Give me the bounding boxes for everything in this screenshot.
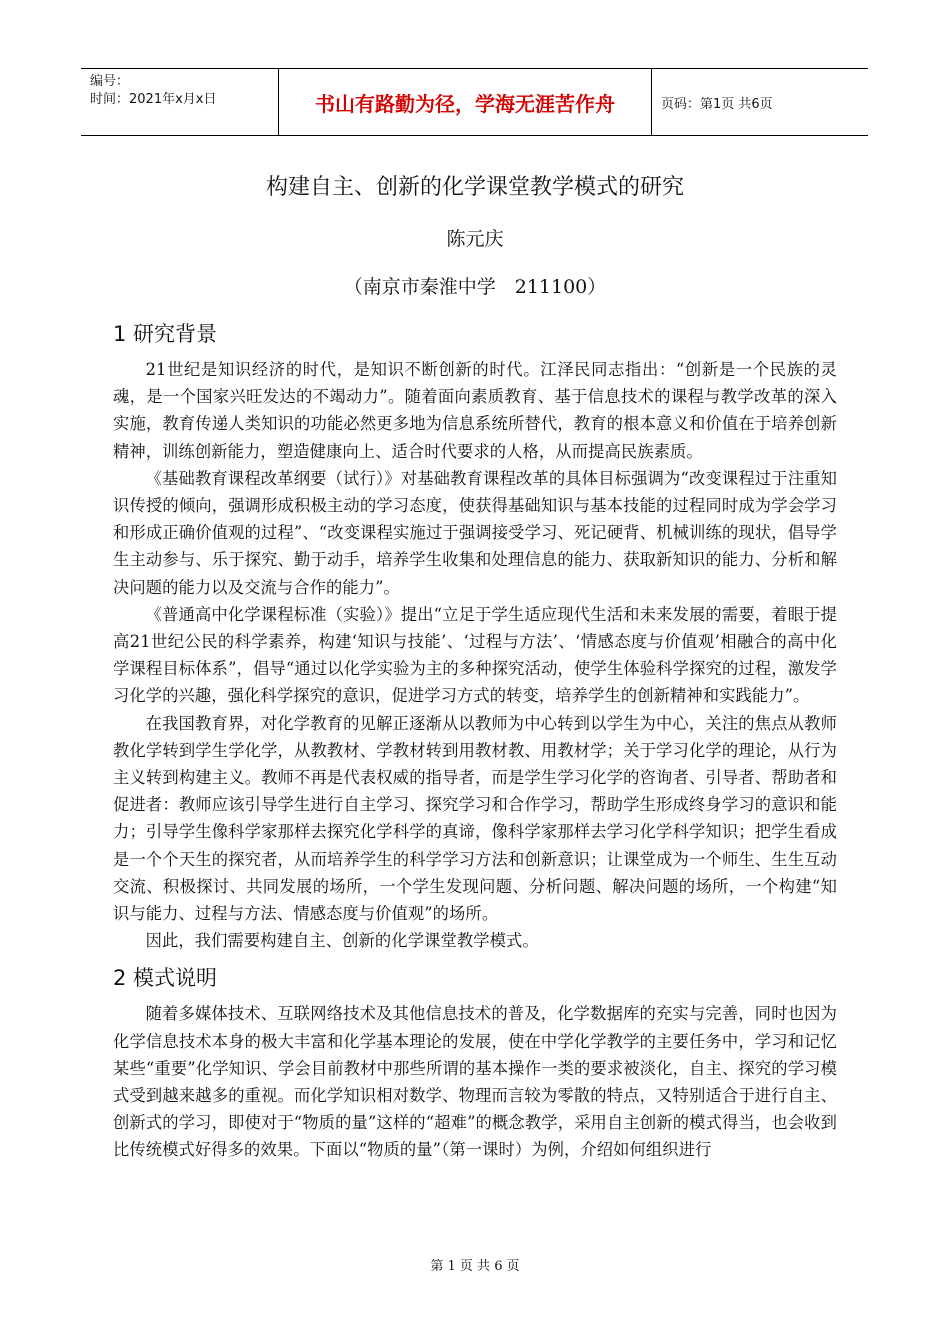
- document-number: 编号：: [90, 74, 130, 89]
- paragraph: 在我国教育界，对化学教育的见解正逐渐从以教师为中心转到以学生为中心，关注的焦点从教师教化学转到学生学化学，从教教材、学教材转到用教材教、用教材学；关于学习化学的理论，从行为主义转到构建主义。教师不再是代表权威的指导者，而是学生学习化学的咨询者、引导者、帮助者和促进者：教师应该引导学生进行自主学习、探究学习和合作学习，帮助学生形成终身学习的意识和能力；引导学生像科学家那样去探究化学科学的真谛，像科学家那样去学习化学科学知识；把学生看成是一个个天生的探究者，从而培养学生的科学学习方法和创新意识；让课堂成为一个师生、生生互动交流、积极探讨、共同发展的场所，一个学生发现问题、分析问题、解决问题的场所，一个构建“知识与能力、过程与方法、情感态度与价值观”的场所。: [113, 713, 837, 924]
- section-heading-background: 1 研究背景: [113, 322, 218, 346]
- author-name: 陈元庆: [446, 228, 504, 250]
- author-affiliation: （南京市秦淮中学 211100）: [343, 276, 607, 298]
- paragraph: 《基础教育课程改革纲要（试行）》对基础教育课程改革的具体目标强调为“改变课程过于注重知识传授的倾向，强调形成积极主动的学习态度，使获得基础知识与基本技能的过程同时成为学会学习和形成正确价值观的过程”、“改变课程实施过于强调接受学习、死记硬背、机械训练的现状，倡导学生主动参与、乐于探究、勤于动手，培养学生收集和处理信息的能力、获取新知识的能力、分析和解决问题的能力以及交流与合作的能力”。: [113, 468, 837, 597]
- section-heading-model: 2 模式说明: [113, 966, 218, 991]
- document-date: 时间：2021年x月x日: [90, 92, 217, 107]
- section-gap: [113, 954, 837, 962]
- page-header: [81, 68, 868, 136]
- paragraph: 21世纪是知识经济的时代，是知识不断创新的时代。江泽民同志指出：“创新是一个民族的灵魂，是一个国家兴旺发达的不竭动力”。随着面向素质教育、基于信息技术的课程与教学改革的深入实施，教育传递人类知识的功能必然更多地为信息系统所替代，教育的根本意义和价值在于培养创新精神，训练创新能力，塑造健康向上、适合时代要求的人格，从而提高民族素质。: [113, 360, 837, 461]
- header-meta: [81, 69, 279, 135]
- paragraph: 随着多媒体技术、互联网络技术及其他信息技术的普及，化学数据库的充实与完善，同时也因为化学信息技术本身的极大丰富和化学基本理论的发展，使在中学化学教学的主要任务中，学习和记忆某些“重要”化学知识、学会目前教材中那些所谓的基本操作一类的要求被淡化，自主、探究的学习模式受到越来越多的重视。而化学知识相对数学、物理而言较为零散的特点，又特别适合于进行自主、创新式的学习，即使对于“物质的量”这样的“超难”的概念教学，采用自主创新的模式得当，也会收到比传统模式好得多的效果。下面以“物质的量”（第一课时）为例，介绍如何组织进行: [113, 1004, 837, 1160]
- page-footer: 第 1 页 共 6 页: [430, 1259, 520, 1274]
- header-page-info: 页码：第1页 共6页: [661, 96, 773, 112]
- paragraph: 《普通高中化学课程标准（实验）》提出“立足于学生适应现代生活和未来发展的需要，着眼于提高21世纪公民的科学素养，构建‘知识与技能’、‘过程与方法’、‘情感态度与价值观’相融合的高中化学课程目标体系”，倡导“通过以化学实验为主的多种探究活动，使学生体验科学探究的过程，激发学习化学的兴趣，强化科学探究的意识，促进学习方式的转变，培养学生的创新精神和实践能力”。: [113, 604, 837, 706]
- document-title: 构建自主、创新的化学课堂教学模式的研究: [265, 175, 684, 200]
- header-motto: 书山有路勤为径，学海无涯苦作舟: [279, 69, 652, 135]
- paragraph: 因此，我们需要构建自主、创新的化学课堂教学模式。: [145, 931, 539, 951]
- document-body: [113, 318, 837, 1164]
